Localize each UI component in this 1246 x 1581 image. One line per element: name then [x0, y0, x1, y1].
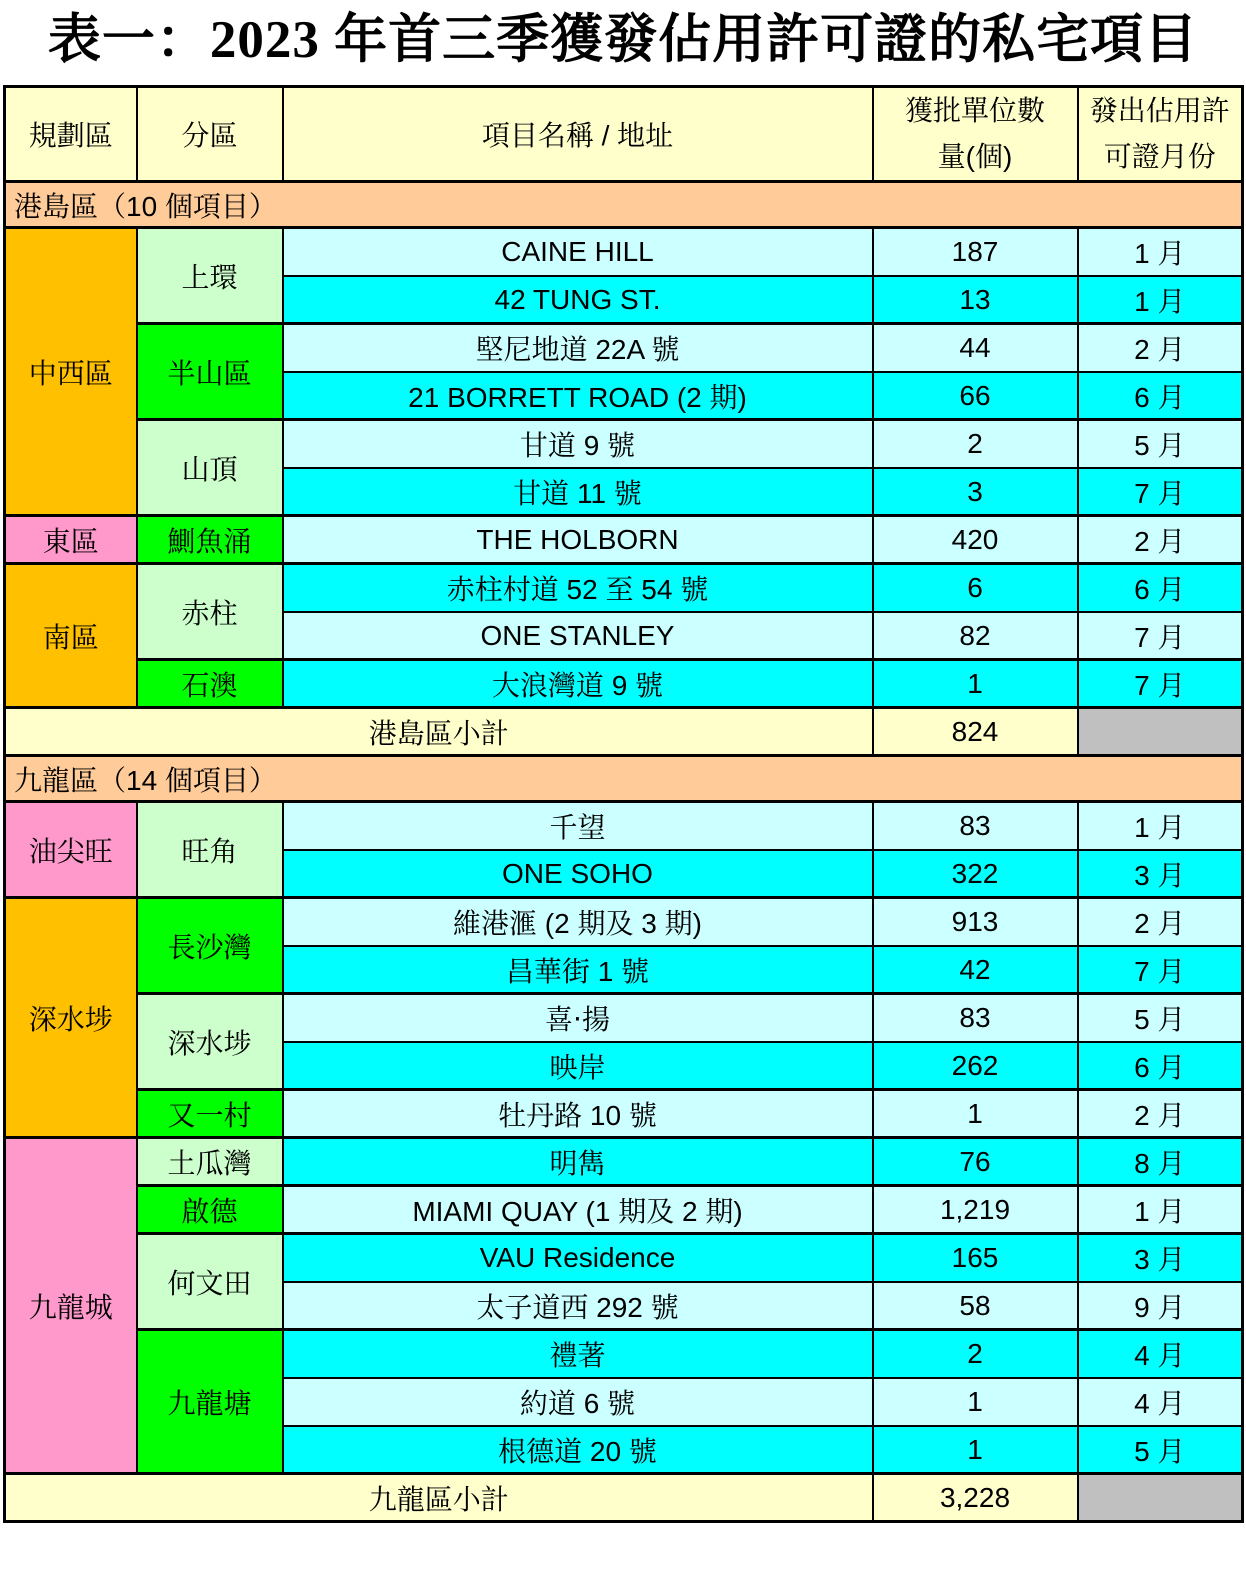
project-name-cell: 喜‧揚 — [283, 994, 873, 1042]
units-cell: 83 — [873, 802, 1078, 850]
month-cell: 2 月 — [1078, 1090, 1243, 1138]
section-header-cell: 港島區（10 個項目） — [5, 182, 1243, 228]
units-cell: 76 — [873, 1138, 1078, 1186]
units-cell: 165 — [873, 1234, 1078, 1282]
units-cell: 187 — [873, 228, 1078, 276]
month-cell: 2 月 — [1078, 324, 1243, 372]
subtotal-row — [5, 1474, 1243, 1522]
month-cell: 5 月 — [1078, 420, 1243, 468]
month-cell: 9 月 — [1078, 1282, 1243, 1330]
project-name-cell: VAU Residence — [283, 1234, 873, 1282]
planning-district-cell: 東區 — [5, 516, 137, 564]
month-cell: 4 月 — [1078, 1378, 1243, 1426]
units-cell: 1 — [873, 1090, 1078, 1138]
section-header-cell: 九龍區（14 個項目） — [5, 756, 1243, 802]
units-cell: 262 — [873, 1042, 1078, 1090]
project-row — [5, 516, 1243, 564]
column-header-label: 發出佔用許可證月份 — [1089, 94, 1230, 173]
project-name-cell: MIAMI QUAY (1 期及 2 期) — [283, 1186, 873, 1234]
month-cell: 1 月 — [1078, 1186, 1243, 1234]
project-row — [5, 420, 1243, 468]
subdistrict-cell: 九龍塘 — [137, 1330, 283, 1474]
subtotal-label-cell: 九龍區小計 — [5, 1474, 873, 1522]
subdistrict-cell: 啟德 — [137, 1186, 283, 1234]
subtotal-units-cell: 824 — [873, 708, 1078, 756]
column-header-planning-district — [5, 86, 137, 181]
month-cell: 5 月 — [1078, 994, 1243, 1042]
planning-district-cell: 中西區 — [5, 228, 137, 516]
subtotal-row — [5, 708, 1243, 756]
project-row — [5, 994, 1243, 1042]
subdistrict-cell: 長沙灣 — [137, 898, 283, 994]
units-cell: 42 — [873, 946, 1078, 994]
column-header-label: 分區 — [181, 120, 238, 152]
subdistrict-cell: 何文田 — [137, 1234, 283, 1330]
project-name-cell: 根德道 20 號 — [283, 1426, 873, 1474]
month-cell: 7 月 — [1078, 612, 1243, 660]
project-name-cell: 42 TUNG ST. — [283, 276, 873, 324]
project-name-cell: 21 BORRETT ROAD (2 期) — [283, 372, 873, 420]
month-cell: 6 月 — [1078, 1042, 1243, 1090]
month-cell: 6 月 — [1078, 372, 1243, 420]
units-cell: 420 — [873, 516, 1078, 564]
project-row — [5, 1090, 1243, 1138]
month-cell: 7 月 — [1078, 468, 1243, 516]
subdistrict-cell: 赤柱 — [137, 564, 283, 660]
project-name-cell: ONE STANLEY — [283, 612, 873, 660]
subdistrict-cell: 又一村 — [137, 1090, 283, 1138]
section-header-row — [5, 756, 1243, 802]
project-name-cell: 千望 — [283, 802, 873, 850]
project-name-cell: 大浪灣道 9 號 — [283, 660, 873, 708]
units-cell: 58 — [873, 1282, 1078, 1330]
units-cell: 6 — [873, 564, 1078, 612]
project-name-cell: ONE SOHO — [283, 850, 873, 898]
table-header — [5, 86, 1243, 181]
project-row — [5, 898, 1243, 946]
units-cell: 913 — [873, 898, 1078, 946]
project-row — [5, 802, 1243, 850]
column-header-subdistrict — [137, 86, 283, 181]
column-header-label: 獲批單位數量(個) — [904, 94, 1045, 173]
subdistrict-cell: 石澳 — [137, 660, 283, 708]
month-cell: 6 月 — [1078, 564, 1243, 612]
month-cell: 5 月 — [1078, 1426, 1243, 1474]
units-cell: 2 — [873, 420, 1078, 468]
column-header-project-name — [283, 86, 873, 181]
subtotal-empty-cell — [1078, 708, 1243, 756]
project-name-cell: 維港滙 (2 期及 3 期) — [283, 898, 873, 946]
month-cell: 1 月 — [1078, 276, 1243, 324]
project-name-cell: 映岸 — [283, 1042, 873, 1090]
month-cell: 7 月 — [1078, 946, 1243, 994]
month-cell: 3 月 — [1078, 850, 1243, 898]
project-row — [5, 324, 1243, 372]
planning-district-cell: 九龍城 — [5, 1138, 137, 1474]
project-row — [5, 1186, 1243, 1234]
project-name-cell: 昌華街 1 號 — [283, 946, 873, 994]
subdistrict-cell: 上環 — [137, 228, 283, 324]
month-cell: 1 月 — [1078, 228, 1243, 276]
project-row — [5, 228, 1243, 276]
project-name-cell: 明雋 — [283, 1138, 873, 1186]
planning-district-cell: 南區 — [5, 564, 137, 708]
page-title: 表一：2023 年首三季獲發佔用許可證的私宅項目 — [47, 11, 1199, 69]
units-cell: 3 — [873, 468, 1078, 516]
subdistrict-cell: 半山區 — [137, 324, 283, 420]
column-header-units — [873, 86, 1078, 181]
units-cell: 322 — [873, 850, 1078, 898]
subtotal-label-cell: 港島區小計 — [5, 708, 873, 756]
project-name-cell: 堅尼地道 22A 號 — [283, 324, 873, 372]
units-cell: 66 — [873, 372, 1078, 420]
subdistrict-cell: 旺角 — [137, 802, 283, 898]
month-cell: 7 月 — [1078, 660, 1243, 708]
units-cell: 44 — [873, 324, 1078, 372]
units-cell: 1,219 — [873, 1186, 1078, 1234]
project-row — [5, 564, 1243, 612]
month-cell: 2 月 — [1078, 516, 1243, 564]
column-header-label: 項目名稱 / 地址 — [481, 120, 674, 152]
project-name-cell: 赤柱村道 52 至 54 號 — [283, 564, 873, 612]
planning-district-cell: 油尖旺 — [5, 802, 137, 898]
column-header-month — [1078, 86, 1243, 181]
section-header-row — [5, 182, 1243, 228]
units-cell: 13 — [873, 276, 1078, 324]
month-cell: 4 月 — [1078, 1330, 1243, 1378]
project-row — [5, 1330, 1243, 1378]
planning-district-cell: 深水埗 — [5, 898, 137, 1138]
project-row — [5, 1234, 1243, 1282]
project-name-cell: THE HOLBORN — [283, 516, 873, 564]
project-name-cell: 牡丹路 10 號 — [283, 1090, 873, 1138]
project-name-cell: 甘道 11 號 — [283, 468, 873, 516]
subdistrict-cell: 土瓜灣 — [137, 1138, 283, 1186]
project-name-cell: 約道 6 號 — [283, 1378, 873, 1426]
subtotal-empty-cell — [1078, 1474, 1243, 1522]
units-cell: 2 — [873, 1330, 1078, 1378]
column-header-label: 規劃區 — [28, 120, 113, 152]
units-cell: 82 — [873, 612, 1078, 660]
month-cell: 8 月 — [1078, 1138, 1243, 1186]
project-row — [5, 1138, 1243, 1186]
subtotal-units-cell: 3,228 — [873, 1474, 1078, 1522]
project-name-cell: CAINE HILL — [283, 228, 873, 276]
units-cell: 1 — [873, 660, 1078, 708]
units-cell: 1 — [873, 1426, 1078, 1474]
project-name-cell: 太子道西 292 號 — [283, 1282, 873, 1330]
subdistrict-cell: 鰂魚涌 — [137, 516, 283, 564]
occupation-permit-table — [3, 85, 1244, 1523]
project-row — [5, 660, 1243, 708]
units-cell: 83 — [873, 994, 1078, 1042]
subdistrict-cell: 山頂 — [137, 420, 283, 516]
month-cell: 3 月 — [1078, 1234, 1243, 1282]
month-cell: 1 月 — [1078, 802, 1243, 850]
project-name-cell: 甘道 9 號 — [283, 420, 873, 468]
subdistrict-cell: 深水埗 — [137, 994, 283, 1090]
units-cell: 1 — [873, 1378, 1078, 1426]
project-name-cell: 禮著 — [283, 1330, 873, 1378]
month-cell: 2 月 — [1078, 898, 1243, 946]
